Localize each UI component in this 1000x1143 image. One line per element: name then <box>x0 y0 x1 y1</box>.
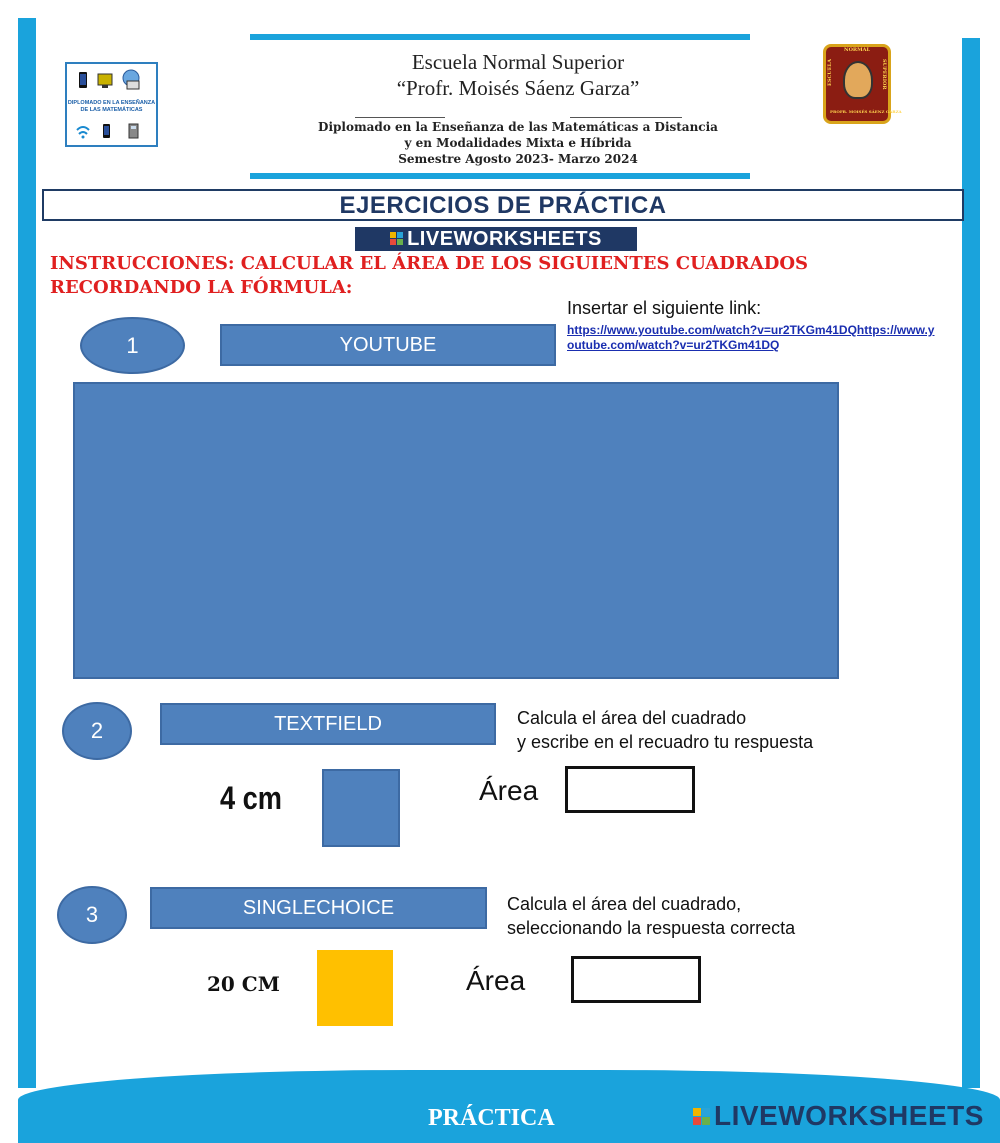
youtube-video-area[interactable] <box>73 382 839 679</box>
left-border <box>18 18 36 1088</box>
section-2-number: 2 <box>62 702 132 760</box>
section-2-instruction-1: Calcula el área del cuadrado <box>517 708 747 728</box>
instructions: INSTRUCCIONES: CALCULAR EL ÁREA DE LOS SIGUIENTES CUADRADOS RECORDANDO LA FÓRMULA: <box>50 253 809 298</box>
footer-title: PRÁCTICA <box>428 1105 555 1131</box>
header-divider-right <box>570 117 682 118</box>
page-title: EJERCICIOS DE PRÁCTICA <box>339 192 667 219</box>
section-2-answer-field[interactable] <box>565 766 695 813</box>
liveworksheets-badge-text: LIVEWORKSHEETS <box>407 228 602 250</box>
portrait-icon <box>843 61 873 99</box>
section-1-number: 1 <box>80 317 185 374</box>
section-2-label: TEXTFIELD <box>160 703 496 745</box>
section-2-area-label: Área <box>479 775 539 806</box>
school-seal <box>823 44 902 124</box>
section-3-instruction-1: Calcula el área del cuadrado, <box>507 894 742 914</box>
semester: Semestre Agosto 2023- Marzo 2024 <box>398 152 638 166</box>
seal-left-text: ESCUELA <box>827 59 833 86</box>
section-2-square <box>322 769 400 847</box>
header-bottom-bar <box>250 173 750 179</box>
section-1-label: YOUTUBE <box>220 324 556 366</box>
section-3-side-length: 20 CM <box>207 972 280 996</box>
section-3-square <box>317 950 393 1026</box>
section-3-instruction-2: seleccionando la respuesta correcta <box>507 918 796 938</box>
footer-liveworksheets-logo <box>693 1100 984 1132</box>
seal-right-text: SUPERIOR <box>881 59 887 90</box>
section-3-number: 3 <box>57 886 127 944</box>
section-3-answer-choice[interactable] <box>571 956 701 1003</box>
header-divider-left <box>355 117 445 118</box>
liveworksheets-cube-icon <box>390 232 404 246</box>
seal-bottom-text: PROFR. MOISÉS SÁENZ GARZA <box>830 109 902 114</box>
right-border <box>962 38 980 1088</box>
link-title: Insertar el siguiente link: <box>567 298 762 318</box>
footer-logo-text: LIVEWORKSHEETS <box>714 1100 984 1131</box>
footer-cube-icon <box>693 1108 711 1126</box>
section-2-side-length: 4 cm <box>220 780 282 816</box>
section-3-area-label: Área <box>466 965 526 996</box>
section-2-instruction-2: y escribe en el recuadro tu respuesta <box>517 732 814 752</box>
page-title-box <box>42 189 964 221</box>
header-top-bar <box>250 34 750 40</box>
section-3-label: SINGLECHOICE <box>150 887 487 929</box>
seal-top-text: NORMAL <box>844 47 871 53</box>
diploma-modalities: y en Modalidades Mixta e Híbrida <box>404 136 632 150</box>
diploma-logo-text: DIPLOMADO EN LA ENSEÑANZA DE LAS MATEMÁTICAS <box>67 100 156 113</box>
diploma-title: Diplomado en la Enseñanza de las Matemáticas a Distancia <box>318 120 718 134</box>
diploma-logo <box>65 62 158 147</box>
school-name-professor: “Profr. Moisés Sáenz Garza” <box>396 76 640 100</box>
liveworksheets-badge <box>355 227 637 251</box>
school-name: Escuela Normal Superior <box>411 50 625 74</box>
youtube-link[interactable]: https://www.youtube.com/watch?v=ur2TKGm41DQhttps://www.youtube.com/watch?v=ur2TKGm41DQ <box>567 323 935 352</box>
